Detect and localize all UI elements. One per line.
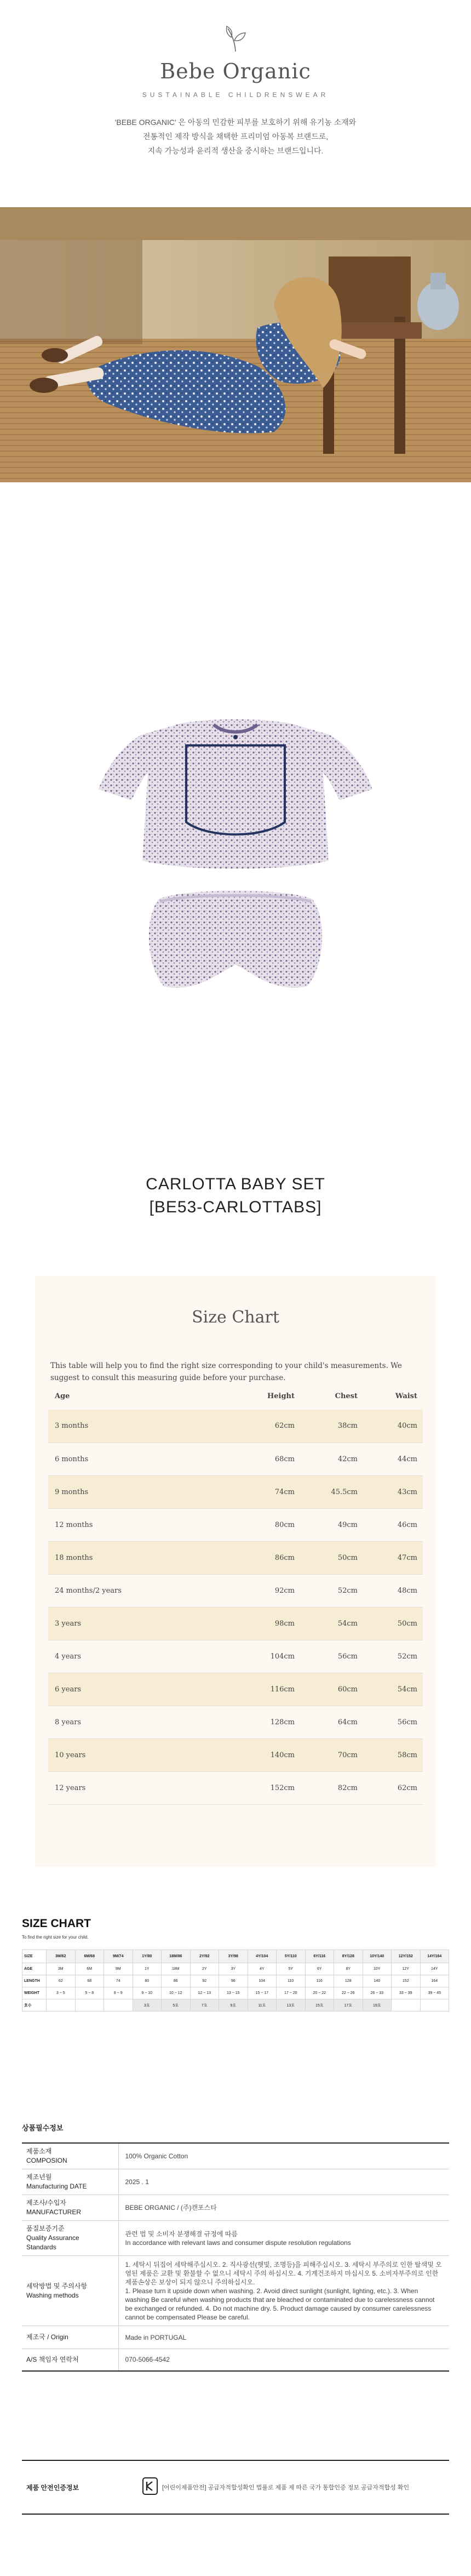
grid-header-cell: 1Y/80 (133, 1950, 162, 1963)
cell-age: 12 years (48, 1771, 229, 1804)
size-chart-header-row (48, 1382, 423, 1410)
info-label: 제조년월 Manufacturing DATE (22, 2169, 118, 2195)
cell-waist: 47cm (363, 1541, 423, 1574)
info-value: 070-5066-4542 (118, 2349, 449, 2371)
cell-chest: 64cm (300, 1706, 363, 1739)
info-value: BEBE ORGANIC / (주)캔포스타 (118, 2195, 449, 2221)
size-chart-grid-table (22, 1950, 449, 2011)
cell-chest: 49cm (300, 1508, 363, 1541)
cell-height: 62cm (229, 1410, 300, 1443)
cell-height: 128cm (229, 1706, 300, 1739)
col-height: Height (267, 1392, 295, 1400)
grid-cell: 68 (75, 1975, 104, 1987)
grid-cell: 9M (104, 1963, 133, 1975)
grid-cell: 5호 (162, 1999, 191, 2011)
info-value: 2025 . 1 (118, 2169, 449, 2195)
intro-line: 'BEBE ORGANIC' 은 아동의 민감한 피부를 보호하기 위해 유기농 소재와 (114, 118, 357, 127)
grid-cell: 110 (277, 1975, 306, 1987)
cell-chest: 45.5cm (300, 1475, 363, 1508)
grid-row (22, 1975, 449, 1987)
product-info-row (22, 2195, 449, 2221)
grid-cell (104, 1999, 133, 2011)
size-chart-row (48, 1574, 423, 1607)
cell-chest: 60cm (300, 1673, 363, 1706)
cell-waist: 58cm (363, 1739, 423, 1771)
size-chart-row (48, 1508, 423, 1541)
grid-cell: 164 (420, 1975, 449, 1987)
product-info-row (22, 2326, 449, 2349)
grid-cell: 11호 (248, 1999, 277, 2011)
size-chart-row (48, 1673, 423, 1706)
grid-cell: 140 (363, 1975, 392, 1987)
grid-cell: 3M (47, 1963, 76, 1975)
grid-cell (75, 1999, 104, 2011)
cell-age: 4 years (48, 1640, 229, 1673)
grid-cell: 92 (190, 1975, 219, 1987)
grid-cell: 7호 (190, 1999, 219, 2011)
info-label: 품질보증기준 Quality Assurance Standards (22, 2221, 118, 2256)
cell-height: 68cm (229, 1443, 300, 1475)
cell-height: 98cm (229, 1607, 300, 1640)
cell-age: 8 years (48, 1706, 229, 1739)
grid-cell: 15호 (305, 1999, 334, 2011)
grid-cell: 80 (133, 1975, 162, 1987)
brand-header (0, 0, 471, 207)
product-title: CARLOTTA BABY SET (146, 1175, 325, 1193)
grid-cell: 12Y (392, 1963, 421, 1975)
cell-height: 152cm (229, 1771, 300, 1804)
size-chart-grid-section (22, 1917, 449, 2011)
info-label: 제조국 / Origin (22, 2326, 118, 2349)
safety-label: 제품 안전인증정보 (26, 2484, 79, 2492)
cell-waist: 44cm (363, 1443, 423, 1475)
info-label: A/S 책임자 연락처 (22, 2349, 118, 2371)
safety-cert-box (22, 2460, 449, 2515)
grid-header-cell: 5Y/110 (277, 1950, 306, 1963)
product-info-heading: 상품필수정보 (22, 2124, 64, 2132)
size-chart-table (48, 1382, 423, 1805)
product-flatlay-image (99, 713, 372, 998)
grid-header-cell: 3M/62 (47, 1950, 76, 1963)
size-chart-row (48, 1410, 423, 1443)
grid-cell (392, 1999, 421, 2011)
info-label: 제품소재 COMPOSION (22, 2143, 118, 2169)
grid-header-cell: 9M/74 (104, 1950, 133, 1963)
cell-waist: 50cm (363, 1607, 423, 1640)
grid-cell: 9호 (219, 1999, 248, 2011)
size-chart-row (48, 1443, 423, 1475)
brand-tagline: SUSTAINABLE CHILDRENSWEAR (142, 91, 329, 99)
col-chest: Chest (335, 1392, 358, 1400)
size-chart-grid-title: SIZE CHART (22, 1917, 91, 1930)
grid-header-row (22, 1950, 449, 1963)
grid-cell: 20 ~ 22 (305, 1987, 334, 1999)
size-chart-row (48, 1475, 423, 1508)
grid-cell: 13 ~ 15 (219, 1987, 248, 1999)
grid-cell: 104 (248, 1975, 277, 1987)
grid-row-label: LENGTH (22, 1975, 47, 1987)
cell-height: 92cm (229, 1574, 300, 1607)
grid-header-cell: 12Y/152 (392, 1950, 421, 1963)
cell-height: 104cm (229, 1640, 300, 1673)
grid-cell: 8Y (334, 1963, 363, 1975)
cell-waist: 62cm (363, 1771, 423, 1804)
grid-cell (420, 1999, 449, 2011)
grid-cell: 14Y (420, 1963, 449, 1975)
grid-header-cell: 6Y/116 (305, 1950, 334, 1963)
cell-age: 3 months (48, 1410, 229, 1443)
grid-cell: 1Y (133, 1963, 162, 1975)
cell-waist: 40cm (363, 1410, 423, 1443)
product-info-row (22, 2143, 449, 2169)
grid-cell: 5 ~ 8 (75, 1987, 104, 1999)
cell-height: 86cm (229, 1541, 300, 1574)
product-info-row (22, 2169, 449, 2195)
grid-cell: 10Y (363, 1963, 392, 1975)
safety-text: [어린이제품안전] 공급자적합성확인 법률로 제품 제 따른 국가 통합인증 정보 공급자적합성 확인 (162, 2484, 410, 2491)
size-chart-title: Size Chart (192, 1308, 279, 1327)
grid-cell: 10 ~ 12 (162, 1987, 191, 1999)
brand-intro (0, 115, 471, 158)
cell-age: 9 months (48, 1475, 229, 1508)
info-label: 세탁방법 및 주의사항 Washing methods (22, 2256, 118, 2326)
cell-chest: 52cm (300, 1574, 363, 1607)
grid-cell: 19호 (363, 1999, 392, 2011)
kc-mark-icon (142, 2477, 158, 2495)
grid-cell: 2Y (190, 1963, 219, 1975)
cell-age: 24 months/2 years (48, 1574, 229, 1607)
cell-height: 80cm (229, 1508, 300, 1541)
product-info-table (22, 2142, 449, 2372)
size-chart-card (35, 1276, 436, 1867)
grid-cell: 152 (392, 1975, 421, 1987)
grid-row-label: AGE (22, 1963, 47, 1975)
grid-cell: 86 (162, 1975, 191, 1987)
grid-cell: 128 (334, 1975, 363, 1987)
intro-line: 지속 가능성과 윤리적 생산을 중시하는 브랜드입니다. (147, 146, 324, 155)
info-value: 1. 세탁시 뒤집어 세탁해주십시오. 2. 직사광선(햇빛, 조명등)을 피해주십시오. 3. 세탁시 부주의로 인한 탈색및 오염된 제품은 교환 및 환불할 수 없으니 세탁시 주의 하십시오. 4. 기계건조하지 마십시오 5. 소비자부주의로 인한 제품손상은 보상이 되지 않으니 주의하십시오. 1. Please turn it upside down when washing. 2. Avoid direct sunlight (sunlight, lighting, etc.). 3. When washing Be careful when washing products that are bleached or contaminated due to carelessness cannot be exchanged or refunded. 4. Do not machine dry. 5. Product damage caused by consumer carelessness cannot be compensated Please be careful. (118, 2256, 449, 2326)
leaf-logo-icon (220, 19, 251, 54)
grid-cell: 3 ~ 5 (47, 1987, 76, 1999)
cell-height: 140cm (229, 1739, 300, 1771)
grid-header-cell: 14Y/164 (420, 1950, 449, 1963)
grid-cell: 6M (75, 1963, 104, 1975)
size-chart-row (48, 1706, 423, 1739)
grid-cell (47, 1999, 76, 2011)
grid-header-cell: 18M/86 (162, 1950, 191, 1963)
grid-cell: 39 ~ 45 (420, 1987, 449, 1999)
product-info-row (22, 2349, 449, 2371)
intro-line: 전통적인 제작 방식을 채택한 프리미엄 아동복 브랜드로, (142, 132, 329, 141)
info-value: 관련 법 및 소비자 분쟁해결 규정에 따름 In accordance with relevant laws and consumer dispute resolution regulations (118, 2221, 449, 2256)
cell-height: 74cm (229, 1475, 300, 1508)
cell-waist: 56cm (363, 1706, 423, 1739)
grid-cell: 22 ~ 26 (334, 1987, 363, 1999)
grid-row-label: 호수 (22, 1999, 47, 2011)
product-name (0, 1173, 471, 1219)
cell-age: 3 years (48, 1607, 229, 1640)
girl-in-floral-dress-photo (0, 207, 471, 482)
cell-chest: 56cm (300, 1640, 363, 1673)
cell-age: 6 months (48, 1443, 229, 1475)
grid-row (22, 1999, 449, 2011)
grid-cell: 9 ~ 10 (133, 1987, 162, 1999)
product-section (0, 482, 471, 1266)
size-chart-row (48, 1607, 423, 1640)
grid-header-cell: 10Y/140 (363, 1950, 392, 1963)
cell-age: 12 months (48, 1508, 229, 1541)
grid-header-cell: 3Y/98 (219, 1950, 248, 1963)
cell-age: 6 years (48, 1673, 229, 1706)
product-code: [BE53-CARLOTTABS] (149, 1198, 322, 1216)
grid-cell: 3Y (219, 1963, 248, 1975)
cell-chest: 54cm (300, 1607, 363, 1640)
grid-header-cell: 8Y/128 (334, 1950, 363, 1963)
cell-height: 116cm (229, 1673, 300, 1706)
grid-cell: 62 (47, 1975, 76, 1987)
grid-cell: 4Y (248, 1963, 277, 1975)
grid-cell: 12 ~ 13 (190, 1987, 219, 1999)
product-info-row (22, 2221, 449, 2256)
cell-chest: 42cm (300, 1443, 363, 1475)
size-chart-row (48, 1771, 423, 1804)
grid-row (22, 1963, 449, 1975)
cell-chest: 82cm (300, 1771, 363, 1804)
grid-cell: 5Y (277, 1963, 306, 1975)
grid-row-label: WEIGHT (22, 1987, 47, 1999)
size-chart-row (48, 1739, 423, 1771)
brand-logo: Bebe Organic (160, 59, 311, 83)
grid-cell: 15 ~ 17 (248, 1987, 277, 1999)
cell-age: 10 years (48, 1739, 229, 1771)
grid-cell: 116 (305, 1975, 334, 1987)
size-chart-row (48, 1541, 423, 1574)
grid-header-cell: 6M/68 (75, 1950, 104, 1963)
cell-waist: 46cm (363, 1508, 423, 1541)
cell-chest: 38cm (300, 1410, 363, 1443)
product-info-section (22, 2122, 449, 2372)
cell-waist: 54cm (363, 1673, 423, 1706)
grid-cell: 98 (219, 1975, 248, 1987)
info-value: 100% Organic Cotton (118, 2143, 449, 2169)
cell-waist: 43cm (363, 1475, 423, 1508)
product-info-row (22, 2256, 449, 2326)
col-waist: Waist (395, 1392, 417, 1400)
size-chart-row (48, 1640, 423, 1673)
grid-header-cell: 4Y/104 (248, 1950, 277, 1963)
grid-cell: 26 ~ 33 (363, 1987, 392, 1999)
cell-chest: 70cm (300, 1739, 363, 1771)
cell-age: 18 months (48, 1541, 229, 1574)
grid-cell: 18M (162, 1963, 191, 1975)
grid-header-cell: SIZE (22, 1950, 47, 1963)
size-chart-description: This table will help you to find the right size corresponding to your child's measurements. We suggest to consult this measuring guide before your purchase. (50, 1361, 402, 1382)
grid-cell: 74 (104, 1975, 133, 1987)
grid-header-cell: 2Y/92 (190, 1950, 219, 1963)
cell-waist: 48cm (363, 1574, 423, 1607)
grid-row (22, 1987, 449, 1999)
cell-waist: 52cm (363, 1640, 423, 1673)
info-value: Made in PORTUGAL (118, 2326, 449, 2349)
grid-cell: 17 ~ 20 (277, 1987, 306, 1999)
grid-cell: 13호 (277, 1999, 306, 2011)
cell-chest: 50cm (300, 1541, 363, 1574)
lifestyle-photo (0, 207, 471, 482)
size-chart-grid-subtitle: To find the right size for your child. (22, 1935, 89, 1940)
grid-cell: 3호 (133, 1999, 162, 2011)
grid-cell: 8 ~ 9 (104, 1987, 133, 1999)
grid-cell: 17호 (334, 1999, 363, 2011)
grid-cell: 6Y (305, 1963, 334, 1975)
col-age: Age (55, 1392, 70, 1400)
grid-cell: 33 ~ 39 (392, 1987, 421, 1999)
info-label: 제조사/수입자 MANUFACTURER (22, 2195, 118, 2221)
